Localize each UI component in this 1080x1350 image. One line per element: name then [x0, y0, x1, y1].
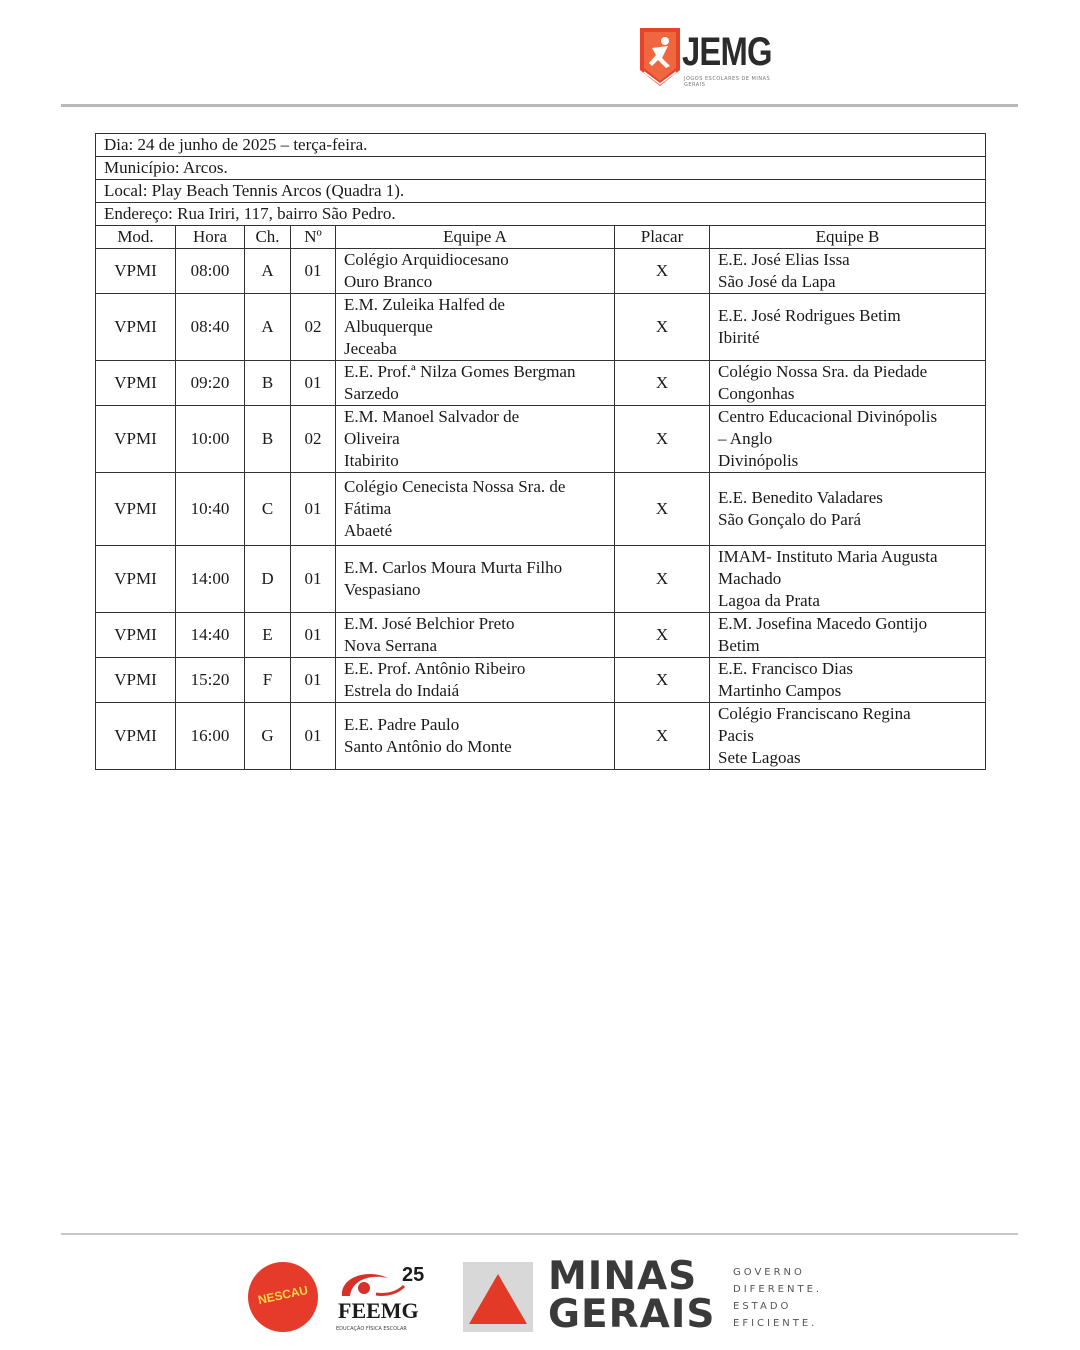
- chave-cell: A: [245, 249, 291, 294]
- team-line: São José da Lapa: [718, 272, 836, 291]
- team-line: Betim: [718, 636, 760, 655]
- slogan-line: EFICIENTE.: [733, 1318, 818, 1329]
- jemg-emblem-icon: [638, 26, 682, 88]
- equipe-b-cell: [710, 473, 986, 546]
- numero-cell: 02: [291, 406, 336, 473]
- equipe-a-cell: [336, 703, 615, 770]
- numero-cell: 02: [291, 294, 336, 361]
- mod-cell: VPMI: [96, 406, 176, 473]
- footer-divider: [61, 1233, 1018, 1235]
- placar-cell: X: [615, 294, 710, 361]
- team-line: São Gonçalo do Pará: [718, 510, 862, 529]
- team-line: IMAM- Instituto Maria Augusta: [718, 547, 938, 566]
- placar-cell: X: [615, 406, 710, 473]
- mod-cell: VPMI: [96, 249, 176, 294]
- feemg-subtitle: EDUCAÇÃO FÍSICA ESCOLAR: [336, 1326, 407, 1332]
- team-line: E.M. Carlos Moura Murta Filho: [344, 558, 563, 577]
- schedule-table: [95, 133, 986, 770]
- equipe-b-cell: [710, 613, 986, 658]
- hora-cell: 10:00: [176, 406, 245, 473]
- chave-cell: B: [245, 361, 291, 406]
- team-line: Centro Educacional Divinópolis: [718, 407, 938, 426]
- info-endereco: Endereço: Rua Iriri, 117, bairro São Pedro.: [96, 203, 986, 226]
- chave-cell: C: [245, 473, 291, 546]
- hora-cell: 08:00: [176, 249, 245, 294]
- minas-gerais-emblem: [463, 1262, 533, 1332]
- feemg-wordmark: FEEMG: [338, 1298, 419, 1323]
- equipe-b-cell: [710, 361, 986, 406]
- column-header-hora: Hora: [176, 226, 245, 249]
- team-line: Sarzedo: [344, 384, 399, 403]
- equipe-b-cell: [710, 294, 986, 361]
- feemg-anniversary: 25: [402, 1264, 425, 1286]
- match-row: [96, 546, 986, 613]
- equipe-a-cell: [336, 613, 615, 658]
- government-slogan: [733, 1264, 822, 1332]
- numero-cell: 01: [291, 613, 336, 658]
- equipe-a-cell: [336, 406, 615, 473]
- triangle-icon: [463, 1262, 533, 1332]
- match-row: [96, 703, 986, 770]
- chave-cell: F: [245, 658, 291, 703]
- equipe-a-cell: [336, 473, 615, 546]
- jemg-logo: [638, 26, 778, 92]
- placar-cell: X: [615, 546, 710, 613]
- team-line: E.E. Padre Paulo: [344, 715, 460, 734]
- team-line: E.E. Benedito Valadares: [718, 488, 883, 507]
- hora-cell: 14:00: [176, 546, 245, 613]
- slogan-line: ESTADO: [733, 1301, 792, 1312]
- numero-cell: 01: [291, 658, 336, 703]
- mod-cell: VPMI: [96, 658, 176, 703]
- team-line: Pacis: [718, 726, 754, 745]
- nescau-logo-text: NESCAU: [256, 1282, 310, 1308]
- header-divider: [61, 104, 1018, 107]
- slogan-line: DIFERENTE.: [733, 1284, 823, 1295]
- numero-cell: 01: [291, 546, 336, 613]
- hora-cell: 08:40: [176, 294, 245, 361]
- chave-cell: B: [245, 406, 291, 473]
- hora-cell: 15:20: [176, 658, 245, 703]
- chave-cell: D: [245, 546, 291, 613]
- team-line: Ouro Branco: [344, 272, 433, 291]
- mod-cell: VPMI: [96, 361, 176, 406]
- hora-cell: 14:40: [176, 613, 245, 658]
- column-header-numero: Nº: [291, 226, 336, 249]
- team-line: Oliveira: [344, 429, 400, 448]
- team-line: Colégio Arquidiocesano: [344, 250, 509, 269]
- column-header-equipe-b: Equipe B: [710, 226, 986, 249]
- feemg-logo: [332, 1262, 442, 1332]
- numero-cell: 01: [291, 249, 336, 294]
- team-line: Fátima: [344, 499, 392, 518]
- match-row: [96, 613, 986, 658]
- team-line: Congonhas: [718, 384, 795, 403]
- numero-cell: 01: [291, 703, 336, 770]
- team-line: E.E. José Elias Issa: [718, 250, 850, 269]
- team-line: E.E. José Rodrigues Betim: [718, 306, 901, 325]
- column-header-equipe-a: Equipe A: [336, 226, 615, 249]
- hora-cell: 10:40: [176, 473, 245, 546]
- column-header-placar: Placar: [615, 226, 710, 249]
- team-line: Martinho Campos: [718, 681, 842, 700]
- team-line: Santo Antônio do Monte: [344, 737, 512, 756]
- team-line: Jeceaba: [344, 339, 397, 358]
- team-line: – Anglo: [718, 429, 773, 448]
- team-line: Estrela do Indaiá: [344, 681, 460, 700]
- equipe-a-cell: [336, 294, 615, 361]
- match-row: [96, 249, 986, 294]
- match-row: [96, 294, 986, 361]
- jemg-tagline: JOGOS ESCOLARES DE MINAS GERAIS: [684, 76, 771, 88]
- match-row: [96, 361, 986, 406]
- placar-cell: X: [615, 249, 710, 294]
- chave-cell: A: [245, 294, 291, 361]
- team-line: E.E. Prof.ª Nilza Gomes Bergman: [344, 362, 576, 381]
- numero-cell: 01: [291, 473, 336, 546]
- info-dia: Dia: 24 de junho de 2025 – terça-feira.: [96, 134, 986, 157]
- mod-cell: VPMI: [96, 294, 176, 361]
- chave-cell: E: [245, 613, 291, 658]
- team-line: E.E. Prof. Antônio Ribeiro: [344, 659, 526, 678]
- team-line: E.M. Josefina Macedo Gontijo: [718, 614, 928, 633]
- team-line: E.M. Zuleika Halfed de: [344, 295, 505, 314]
- equipe-a-cell: [336, 658, 615, 703]
- equipe-a-cell: [336, 546, 615, 613]
- hora-cell: 16:00: [176, 703, 245, 770]
- team-line: E.M. Manoel Salvador de: [344, 407, 520, 426]
- jemg-wordmark: JEMG: [682, 30, 772, 74]
- table-header-row: [96, 226, 986, 249]
- team-line: Lagoa da Prata: [718, 591, 820, 610]
- placar-cell: X: [615, 613, 710, 658]
- info-local: Local: Play Beach Tennis Arcos (Quadra 1).: [96, 180, 986, 203]
- team-line: Vespasiano: [344, 580, 421, 599]
- team-line: Sete Lagoas: [718, 748, 801, 767]
- mod-cell: VPMI: [96, 613, 176, 658]
- team-line: Ibirité: [718, 328, 760, 347]
- team-line: Machado: [718, 569, 782, 588]
- numero-cell: 01: [291, 361, 336, 406]
- match-row: [96, 658, 986, 703]
- match-row: [96, 473, 986, 546]
- hora-cell: 09:20: [176, 361, 245, 406]
- mod-cell: VPMI: [96, 703, 176, 770]
- nescau-logo: [248, 1262, 318, 1332]
- equipe-a-cell: [336, 249, 615, 294]
- team-line: Divinópolis: [718, 451, 799, 470]
- team-line: E.M. José Belchior Preto: [344, 614, 515, 633]
- mod-cell: VPMI: [96, 473, 176, 546]
- gerais-text: GERAIS: [548, 1292, 716, 1337]
- mod-cell: VPMI: [96, 546, 176, 613]
- placar-cell: X: [615, 361, 710, 406]
- equipe-a-cell: [336, 361, 615, 406]
- minas-text: MINAS: [548, 1254, 698, 1299]
- team-line: Abaeté: [344, 521, 393, 540]
- equipe-b-cell: [710, 658, 986, 703]
- team-line: Colégio Franciscano Regina: [718, 704, 911, 723]
- equipe-b-cell: [710, 546, 986, 613]
- equipe-b-cell: [710, 406, 986, 473]
- team-line: Albuquerque: [344, 317, 433, 336]
- info-municipio: Município: Arcos.: [96, 157, 986, 180]
- team-line: Colégio Cenecista Nossa Sra. de: [344, 477, 566, 496]
- team-line: Nova Serrana: [344, 636, 437, 655]
- column-header-mod: Mod.: [96, 226, 176, 249]
- chave-cell: G: [245, 703, 291, 770]
- team-line: E.E. Francisco Dias: [718, 659, 854, 678]
- team-line: Itabirito: [344, 451, 399, 470]
- minas-gerais-wordmark: [548, 1254, 716, 1337]
- match-row: [96, 406, 986, 473]
- footer-logos: [0, 1250, 1080, 1340]
- placar-cell: X: [615, 473, 710, 546]
- placar-cell: X: [615, 658, 710, 703]
- placar-cell: X: [615, 703, 710, 770]
- slogan-line: GOVERNO: [733, 1267, 805, 1278]
- equipe-b-cell: [710, 703, 986, 770]
- team-line: Colégio Nossa Sra. da Piedade: [718, 362, 928, 381]
- equipe-b-cell: [710, 249, 986, 294]
- column-header-ch: Ch.: [245, 226, 291, 249]
